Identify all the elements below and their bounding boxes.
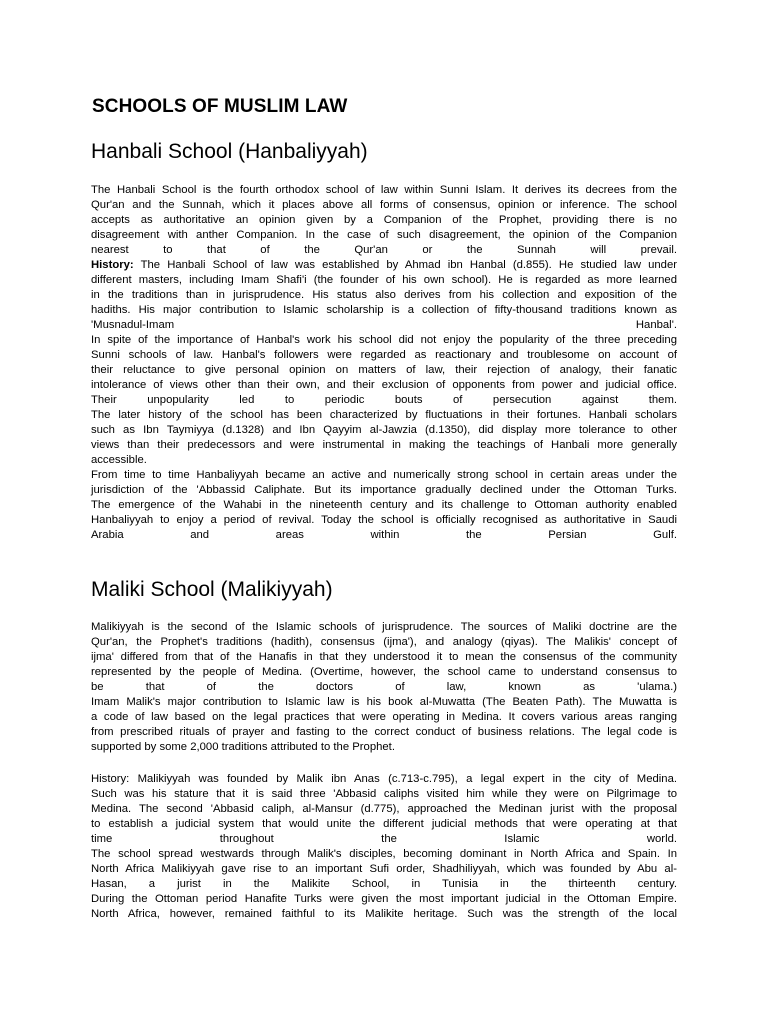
text-line: North Africa, however, remained faithful to its Malikite heritage. Such was the strength of the local <box>91 908 677 920</box>
text-line: Hasan, a jurist in the Malikite School, in Tunisia in the thirteenth century. <box>91 878 677 890</box>
text-line: hadiths. His major contribution to Islamic scholarship is a collection of fifty-thousand traditions known as <box>91 304 677 316</box>
text-line: Qur'an and the Sunnah, which it places above all forms of consensus, opinion or inference. The school <box>91 199 677 211</box>
text-line: represented by the people of Medina. (Overtime, however, the school came to understand consensus to <box>91 666 677 678</box>
text-line: Such was his stature that it is said three 'Abbasid caliphs visited him while they were on Pilgrimage to <box>91 788 677 800</box>
text-line: The Hanbali School is the fourth orthodox school of law within Sunni Islam. It derives its decrees from the <box>91 184 677 196</box>
text-line: disagreement with anther Companion. In the case of such disagreement, the opinion of the Companion <box>91 229 677 241</box>
text-line: 'Musnadul-Imam Hanbal'. <box>91 319 677 331</box>
text-line: time throughout the Islamic world. <box>91 833 677 845</box>
text-line: Their unpopularity led to periodic bouts of persecution against them. <box>91 394 677 406</box>
text-line: such as Ibn Taymiyya (d.1328) and Ibn Qayyim al-Jawzia (d.1350), did display more tolerance to other <box>91 424 677 436</box>
text-line: Imam Malik's major contribution to Islamic law is his book al-Muwatta (The Beaten Path). The Muwatta is <box>91 696 677 708</box>
hanbali-body <box>91 183 677 543</box>
text-line: Qur'an, the Prophet's traditions (hadith), consensus (ijma'), and analogy (qiyas). The Malikis' concept of <box>91 636 677 648</box>
document-title: SCHOOLS OF MUSLIM LAW <box>92 96 348 117</box>
text-line: views than their predecessors and were instrumental in making the teachings of Hanbali more generally <box>91 439 677 451</box>
text-line: in the traditions than in jurisprudence. His status also derives from his collection and exposition of the <box>91 289 677 301</box>
text-line: History: Malikiyyah was founded by Malik ibn Anas (c.713-c.795), a legal expert in the city of Medina. <box>91 773 677 785</box>
text-line: from prescribed rituals of prayer and fasting to the correct conduct of business relations. The legal code is <box>91 726 677 738</box>
text-line-content: The Hanbali School of law was established by Ahmad ibn Hanbal (d.855). He studied law under <box>140 259 677 271</box>
text-line: their reluctance to give personal opinion on matters of law, their rejection of analogy, their fanatic <box>91 364 677 376</box>
text-line: From time to time Hanbaliyyah became an active and numerically strong school in certain areas under the <box>91 469 677 481</box>
text-line: accessible. <box>91 454 147 466</box>
maliki-body-1 <box>91 620 677 755</box>
text-line: intolerance of views other than their own, and their exclusion of opponents from power and judicial office. <box>91 379 677 391</box>
text-line: ijma' differed from that of the Hanafis in that they understood it to mean the consensus of the community <box>91 651 677 663</box>
text-line: Hanbaliyyah to enjoy a period of revival. Today the school is officially recognised as authoritative in Saudi <box>91 514 677 526</box>
text-line: Malikiyyah is the second of the Islamic schools of jurisprudence. The sources of Maliki doctrine are the <box>91 621 677 633</box>
text-line: different masters, including Imam Shafi'i (the founder of his own school). He is regarded as more learned <box>91 274 677 286</box>
text-line: supported by some 2,000 traditions attributed to the Prophet. <box>91 741 395 753</box>
text-line: The later history of the school has been characterized by fluctuations in their fortunes. Hanbali scholars <box>91 409 677 421</box>
text-line: Arabia and areas within the Persian Gulf. <box>91 529 677 541</box>
maliki-heading: Maliki School (Malikiyyah) <box>91 578 333 601</box>
text-line <box>91 258 677 273</box>
text-line: accepts as authoritative an opinion given by a Companion of the Prophet, providing there is no <box>91 214 677 226</box>
text-line: The emergence of the Wahabi in the nineteenth century and its challenge to Ottoman authority enabled <box>91 499 677 511</box>
text-line: In spite of the importance of Hanbal's work his school did not enjoy the popularity of the three preceding <box>91 334 677 346</box>
text-line: The school spread westwards through Malik's disciples, becoming dominant in North Africa and Spain. In <box>91 848 677 860</box>
text-line: jurisdiction of the 'Abbassid Caliphate. But its importance gradually declined under the Ottoman Turks. <box>91 484 677 496</box>
text-line: North Africa Malikiyyah gave rise to an important Sufi order, Shadhiliyyah, which was founded by Abu al- <box>91 863 677 875</box>
history-label: History: <box>91 259 134 271</box>
text-line: Sunni schools of law. Hanbal's followers were regarded as reactionary and troublesome on account of <box>91 349 677 361</box>
hanbali-heading: Hanbali School (Hanbaliyyah) <box>91 140 368 163</box>
text-line: nearest to that of the Qur'an or the Sunnah will prevail. <box>91 244 677 256</box>
text-line: be that of the doctors of law, known as 'ulama.) <box>91 681 677 693</box>
text-line: Medina. The second 'Abbasid caliph, al-Mansur (d.775), approached the Medinan jurist with the proposal <box>91 803 677 815</box>
text-line: a code of law based on the legal practices that were operating in Medina. It covers various areas ranging <box>91 711 677 723</box>
text-line: During the Ottoman period Hanafite Turks were given the most important judicial in the Ottoman Empire. <box>91 893 677 905</box>
maliki-body-2 <box>91 772 677 922</box>
text-line: to establish a judicial system that would unite the different judicial methods that were operating at that <box>91 818 677 830</box>
